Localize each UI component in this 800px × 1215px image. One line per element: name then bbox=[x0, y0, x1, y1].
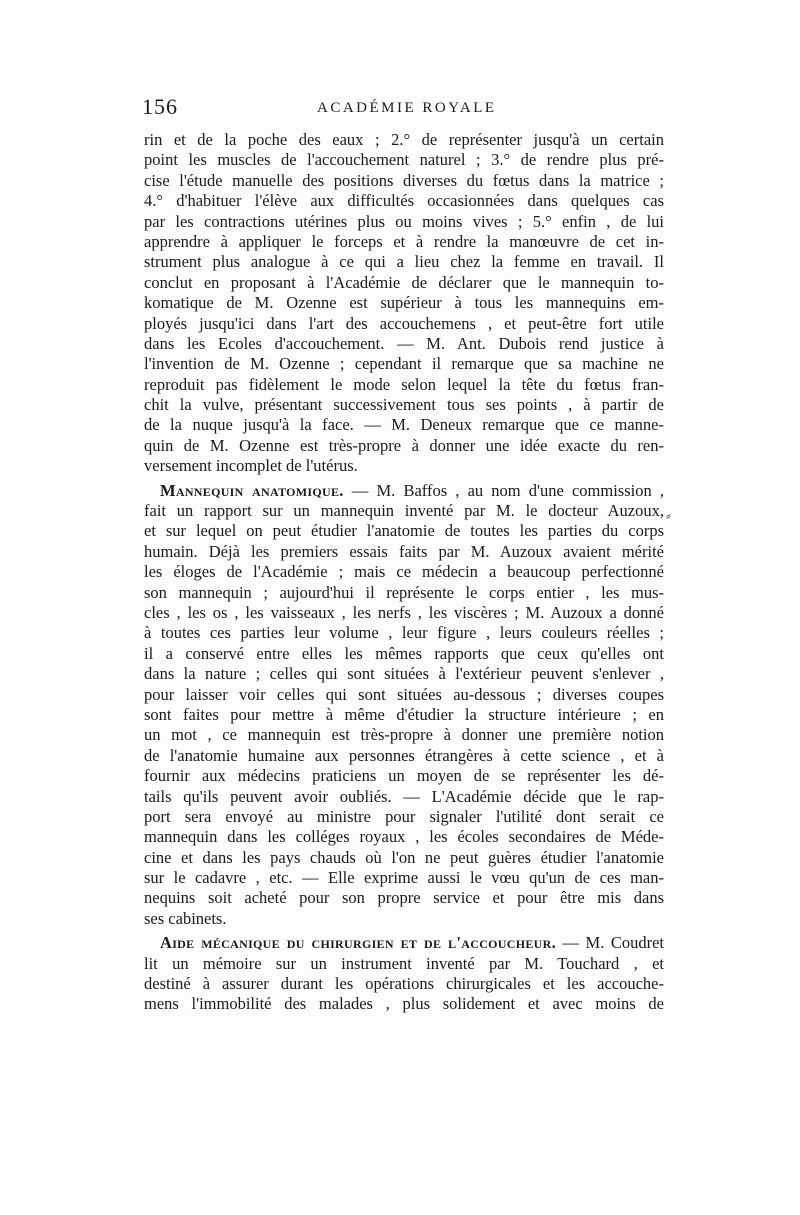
text-line: — M. Baffos , au nom d'une commission , bbox=[343, 480, 664, 500]
paragraph-aide-mecanique bbox=[144, 933, 664, 1015]
text-line-with-heading bbox=[144, 481, 664, 501]
text-line: sont faites pour mettre à même d'étudier la structure intérieure ; en bbox=[144, 704, 664, 724]
text-line: apprendre à appliquer le forceps et à rendre la manœuvre de cet in- bbox=[144, 231, 664, 251]
text-line: pour laisser voir celles qui sont situées au-dessous ; diverses coupes bbox=[144, 684, 664, 704]
text-line: conclut en proposant à l'Académie de déclarer que le mannequin to- bbox=[144, 272, 664, 292]
text-line: — M. Coudret bbox=[556, 933, 664, 953]
text-line: port sera envoyé au ministre pour signaler l'utilité dont serait ce bbox=[144, 806, 664, 826]
text-line: l'invention de M. Ozenne ; cependant il remarque que sa machine ne bbox=[144, 354, 664, 374]
text-line: cine et dans les pays chauds où l'on ne peut guères étudier l'anatomie bbox=[144, 847, 664, 867]
text-line: fait un rapport sur un mannequin inventé par M. le docteur Auzoux, bbox=[144, 501, 664, 521]
text-line: quin de M. Ozenne est très-propre à donner une idée exacte du ren- bbox=[144, 435, 664, 455]
text-line: lit un mémoire sur un instrument inventé par M. Touchard , et bbox=[144, 953, 664, 973]
text-line: cles , les os , les vaisseaux , les nerfs , les viscères ; M. Auzoux a donné bbox=[144, 602, 664, 622]
text-line: chit la vulve, présentant successivement tous ses points , à partir de bbox=[144, 395, 664, 415]
text-line: et sur lequel on peut étudier l'anatomie de toutes les parties du corps bbox=[144, 521, 664, 541]
text-line: son mannequin ; aujourd'hui il représente le corps entier , les mus- bbox=[144, 582, 664, 602]
text-line-with-heading bbox=[144, 933, 664, 953]
text-line: ployés jusqu'ici dans l'art des accouchemens , et peut-être fort utile bbox=[144, 313, 664, 333]
body-text bbox=[144, 130, 664, 1015]
text-line: sur le cadavre , etc. — Elle exprime aussi le vœu qu'un de ces man- bbox=[144, 868, 664, 888]
text-line: komatique de M. Ozenne est supérieur à tous les mannequins em- bbox=[144, 293, 664, 313]
text-line: point les muscles de l'accouchement naturel ; 3.° de rendre plus pré- bbox=[144, 150, 664, 170]
text-line: un mot , ce mannequin est très-propre à donner une première notion bbox=[144, 725, 664, 745]
section-heading: Aide mécanique du chirurgien et de l'accoucheur. bbox=[160, 933, 557, 953]
text-line: dans les Ecoles d'accouchement. — M. Ant. Dubois rend justice à bbox=[144, 333, 664, 353]
text-line: mannequin dans les colléges royaux , les écoles secondaires de Méde- bbox=[144, 827, 664, 847]
text-line: versement incomplet de l'utérus. bbox=[144, 456, 358, 476]
text-line: les éloges de l'Académie ; mais ce médecin a beaucoup perfectionné bbox=[144, 562, 664, 582]
section-heading: Mannequin anatomique. bbox=[160, 480, 344, 500]
text-line: strument plus analogue à ce qui a lieu chez la femme en travail. Il bbox=[144, 252, 664, 272]
text-line: reproduit pas fidèlement le mode selon lequel la tête du fœtus fran- bbox=[144, 374, 664, 394]
page-number: 156 bbox=[142, 94, 178, 119]
paragraph-mannequin-anatomique bbox=[144, 481, 664, 930]
paragraph-mannequin-ozenne bbox=[144, 130, 664, 477]
running-head: ACADÉMIE ROYALE bbox=[317, 100, 497, 116]
text-line: ses cabinets. bbox=[144, 908, 227, 928]
margin-mark: ⸗ bbox=[666, 509, 671, 524]
text-line: de la nuque jusqu'à la face. — M. Deneux remarque que ce manne- bbox=[144, 415, 664, 435]
text-line: destiné à assurer durant les opérations chirurgicales et les accouche- bbox=[144, 974, 664, 994]
text-line: de l'anatomie humaine aux personnes étrangères à cette science , et à bbox=[144, 745, 664, 765]
text-line: nequins soit acheté pour son propre service et pour être mis dans bbox=[144, 888, 664, 908]
text-line: tails qu'ils peuvent avoir oubliés. — L'Académie décide que le rap- bbox=[144, 786, 664, 806]
text-line: humain. Déjà les premiers essais faits par M. Auzoux avaient mérité bbox=[144, 541, 664, 561]
text-line: il a conservé entre elles les mêmes rapports que ceux qu'elles ont bbox=[144, 643, 664, 663]
text-line: 4.° d'habituer l'élève aux difficultés occasionnées dans quelques cas bbox=[144, 191, 664, 211]
text-line: à toutes ces parties leur volume , leur figure , leurs couleurs réelles ; bbox=[144, 623, 664, 643]
text-line: dans la nature ; celles qui sont situées à l'extérieur peuvent s'enlever , bbox=[144, 664, 664, 684]
text-line: mens l'immobilité des malades , plus solidement et avec moins de bbox=[144, 994, 664, 1014]
text-line: par les contractions utérines plus ou moins vives ; 5.° enfin , de lui bbox=[144, 211, 664, 231]
page-header bbox=[142, 94, 662, 120]
text-line: rin et de la poche des eaux ; 2.° de représenter jusqu'à un certain bbox=[144, 130, 664, 149]
text-line: fournir aux médecins praticiens un moyen de se représenter les dé- bbox=[144, 766, 664, 786]
text-line: cise l'étude manuelle des positions diverses du fœtus dans la matrice ; bbox=[144, 170, 664, 190]
